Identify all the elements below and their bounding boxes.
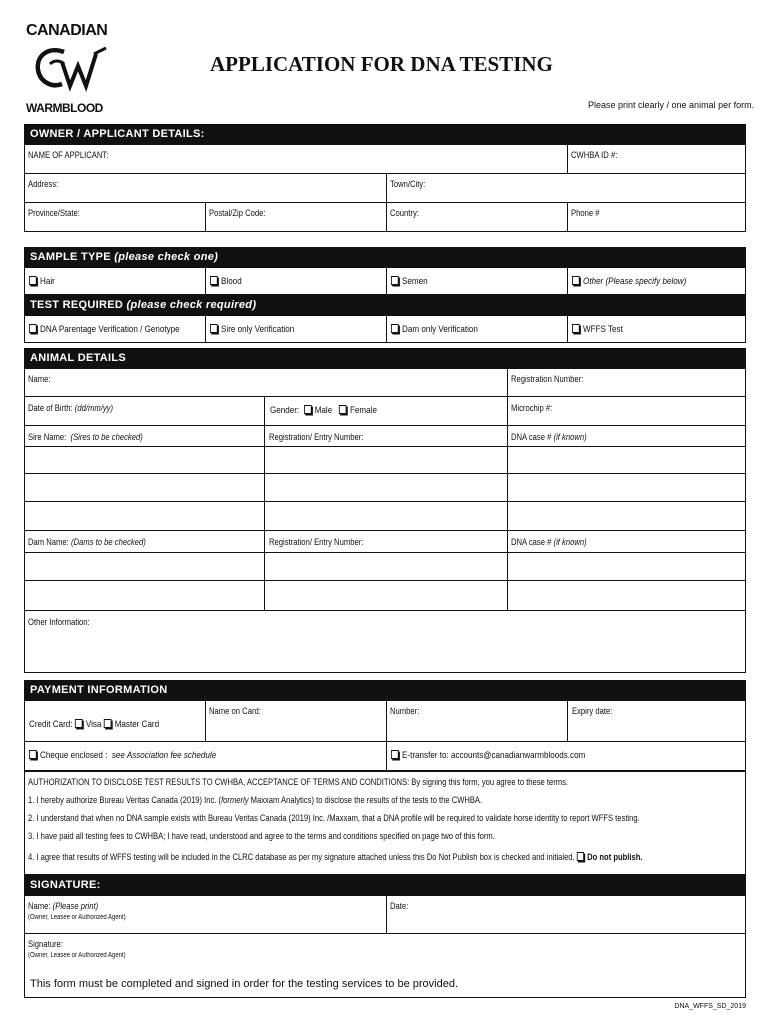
cheque-checkbox[interactable]: Cheque enclosed : see Association fee schedule [29,750,216,761]
checkbox-icon [29,324,37,333]
sample-hair-checkbox[interactable]: Hair [29,276,55,287]
authorization-item-2: 2. I understand that when no DNA sample exists with Bureau Veritas Canada (2019) Inc. /Maxxam, that a DNA profile will be required to validate horse identity to report WFFS testing. [28,813,640,824]
authorization-heading: AUTHORIZATION TO DISCLOSE TEST RESULTS TO CWHBA, ACCEPTANCE OF TERMS AND CONDITIONS: By signing this form, you agree to these terms. [28,777,569,788]
animal-name-field[interactable]: Name: [28,374,51,384]
dam-registration-label: Registration/ Entry Number: [269,537,364,547]
checkbox-icon [210,324,218,333]
signature-date-field[interactable]: Date: [390,901,409,911]
authorization-item-3: 3. I have paid all testing fees to CWHBA; I have read, understood and agree to the terms and conditions specified on page two of this form. [28,831,495,842]
signature-subnote: (Owner, Leasee or Authorized Agent) [28,952,126,959]
animal-grid [24,368,746,673]
signature-name-subnote: (Owner, Leasee or Authorized Agent) [28,914,126,921]
owner-grid [24,144,746,232]
dam-name-label: Dam Name: (Dams to be checked) [28,537,146,547]
owner-section-header: OWNER / APPLICANT DETAILS: [24,124,746,144]
horse-logo-icon [30,42,114,98]
registration-number-field[interactable]: Registration Number: [511,374,584,384]
sire-dna-case-label: DNA case # (if known) [511,432,587,442]
logo-text-bottom: WARMBLOOD [26,101,103,115]
expiry-date-field[interactable]: Expiry date: [572,706,613,716]
gender-field: Gender: Male Female [270,405,377,416]
animal-details-header: ANIMAL DETAILS [24,348,746,368]
male-checkbox[interactable] [304,405,312,414]
sire-registration-label: Registration/ Entry Number: [269,432,364,442]
checkbox-icon [210,276,218,285]
checkbox-icon [29,276,37,285]
payment-header: PAYMENT INFORMATION [24,680,746,700]
credit-card-field: Credit Card: Visa Master Card [29,719,160,730]
checkbox-icon [391,324,399,333]
logo-text-top: CANADIAN [26,22,108,39]
sire-name-label: Sire Name: (Sires to be checked) [28,432,143,442]
cwhba-id-field[interactable]: CWHBA ID #: [571,150,618,160]
checkbox-icon [572,324,580,333]
checkbox-icon [391,750,399,759]
visa-checkbox[interactable] [75,719,83,728]
test-wffs-checkbox[interactable]: WFFS Test [572,324,623,335]
test-required-header: TEST REQUIRED (please check required) [24,295,746,315]
other-information-field[interactable]: Other Information: [28,617,90,627]
sample-type-header: SAMPLE TYPE (please check one) [24,247,746,267]
sample-blood-checkbox[interactable]: Blood [210,276,242,287]
print-note: Please print clearly / one animal per form. [588,100,755,110]
checkbox-icon [29,750,37,759]
form-code: DNA_WFFS_SD_2019 [674,1003,746,1010]
authorization-item-1: 1. I hereby authorize Bureau Veritas Canada (2019) Inc. (formerly Maxxam Analytics) to disclose the results of the tests to the CWHBA. [28,795,483,806]
sample-other-checkbox[interactable]: Other (Please specify below) [572,276,686,287]
name-on-card-field[interactable]: Name on Card: [209,706,261,716]
dam-dna-case-label: DNA case # (if known) [511,537,587,547]
page-title: APPLICATION FOR DNA TESTING [210,52,553,76]
country-field[interactable]: Country: [390,208,419,218]
checkbox-icon [391,276,399,285]
do-not-publish-checkbox[interactable] [577,852,584,861]
phone-field[interactable]: Phone # [571,208,600,218]
town-city-field[interactable]: Town/City: [390,179,426,189]
etransfer-checkbox[interactable]: E-transfer to: accounts@canadianwarmbloods.com [391,750,585,761]
postal-zip-field[interactable]: Postal/Zip Code: [209,208,266,218]
province-state-field[interactable]: Province/State: [28,208,80,218]
checkbox-icon [572,276,580,285]
address-field[interactable]: Address: [28,179,59,189]
signature-field[interactable]: Signature: [28,939,63,949]
microchip-field[interactable]: Microchip #: [511,403,553,413]
test-sire-checkbox[interactable]: Sire only Verification [210,324,294,335]
female-checkbox[interactable] [339,405,347,414]
completion-note: This form must be completed and signed in order for the testing services to be provided. [30,978,458,990]
card-number-field[interactable]: Number: [390,706,420,716]
sample-semen-checkbox[interactable]: Semen [391,276,428,287]
mastercard-checkbox[interactable] [104,719,112,728]
authorization-item-4: 4. I agree that results of WFFS testing will be included in the CLRC database as per my signature attached unless this Do Not Publish box is checked and initialed. Do not publish. [28,852,643,863]
signature-header: SIGNATURE: [24,875,746,895]
test-parentage-checkbox[interactable]: DNA Parentage Verification / Genotype [29,324,180,335]
signature-name-field[interactable]: Name: (Please print) [28,901,99,911]
test-dam-checkbox[interactable]: Dam only Verification [391,324,478,335]
name-of-applicant-field[interactable]: NAME OF APPLICANT: [28,150,109,160]
date-of-birth-field[interactable]: Date of Birth: (dd/mm/yy) [28,403,114,413]
